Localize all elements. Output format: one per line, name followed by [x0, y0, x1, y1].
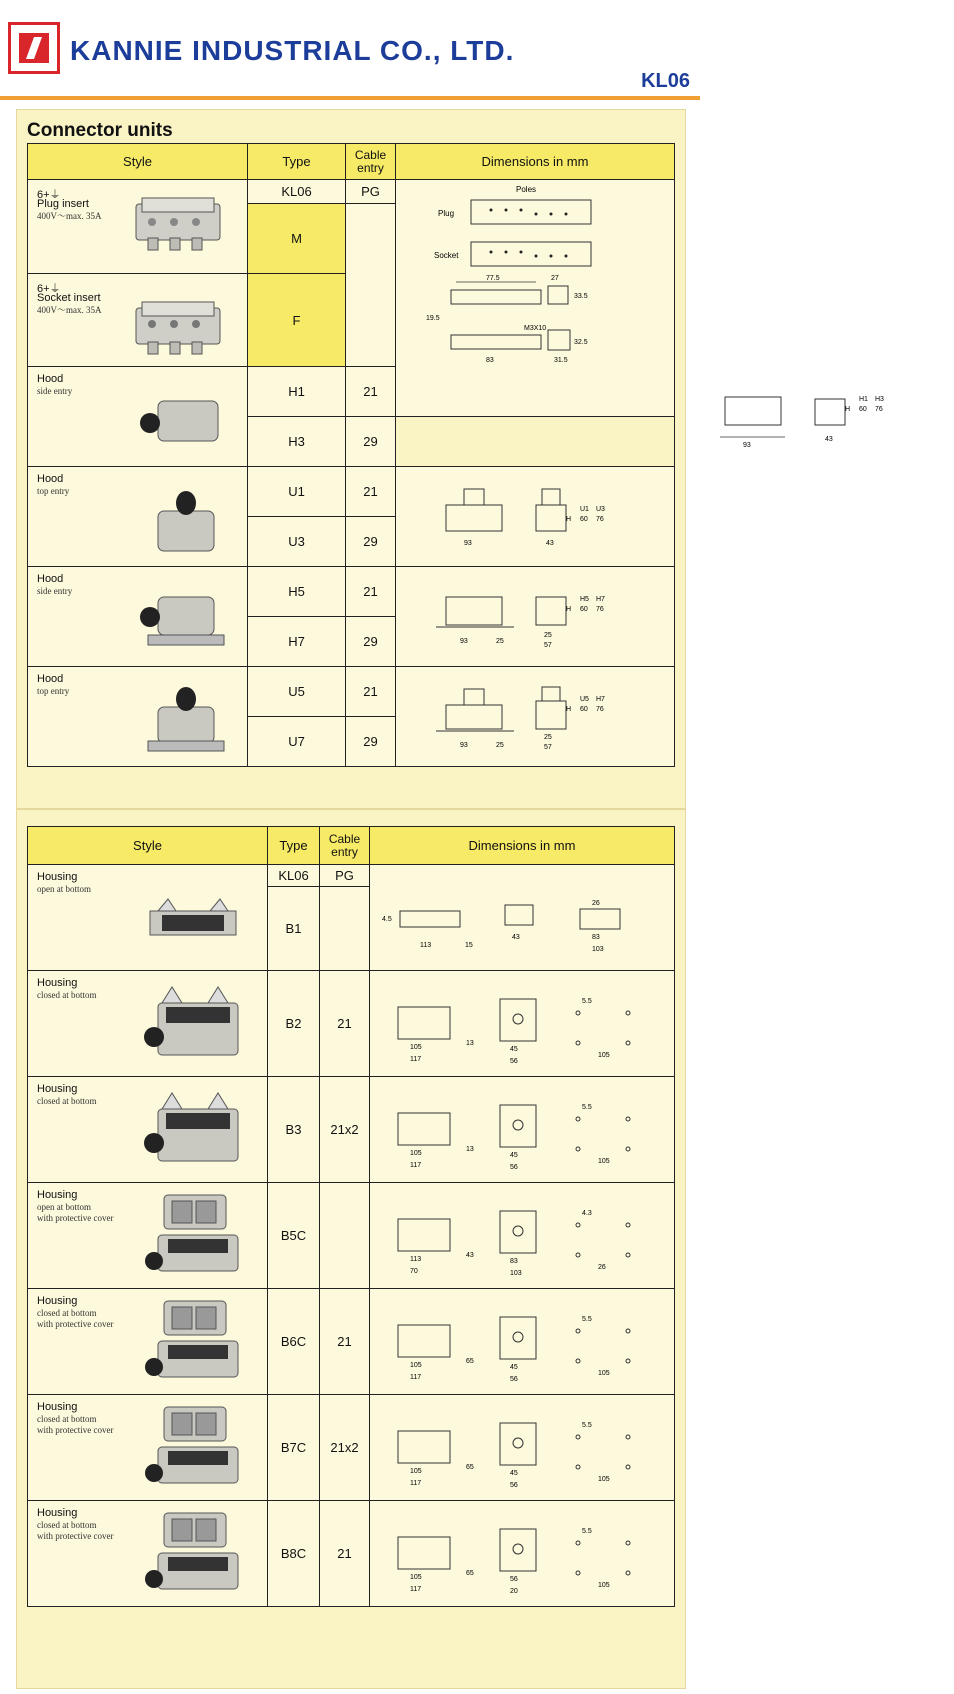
svg-text:H7: H7 [596, 596, 605, 603]
svg-text:56: 56 [510, 1376, 518, 1383]
housing-cable: 21 [320, 1289, 370, 1395]
svg-text:13: 13 [466, 1146, 474, 1153]
hood-4-dimensions [396, 667, 675, 767]
svg-text:26: 26 [598, 1264, 606, 1271]
housing-drawing [370, 1183, 675, 1289]
housing-name: Housing [37, 1189, 78, 1201]
housing-type: B8C [268, 1501, 320, 1607]
header-cable-entry: Cable entry [346, 144, 396, 180]
socket-insert-row [28, 274, 248, 367]
svg-text:113: 113 [420, 942, 432, 949]
svg-text:76: 76 [596, 706, 604, 713]
svg-text:H: H [566, 706, 572, 713]
hood-2-dimensions [396, 467, 675, 567]
svg-text:57: 57 [544, 744, 552, 751]
svg-text:43: 43 [512, 934, 520, 941]
type-plug: M [248, 204, 346, 274]
socket-dim-label: Socket [434, 251, 459, 260]
svg-text:105: 105 [410, 1150, 422, 1157]
svg-text:33.5: 33.5 [574, 293, 588, 300]
housing-desc: closed at bottom [37, 1414, 97, 1424]
housing-cable [320, 1183, 370, 1289]
housing-dimensions [370, 971, 675, 1077]
svg-text:32.5: 32.5 [574, 339, 588, 346]
svg-text:113: 113 [410, 1256, 422, 1263]
svg-text:60: 60 [580, 516, 588, 523]
housing-drawing [370, 971, 675, 1077]
header-dimensions: Dimensions in mm [396, 144, 675, 180]
svg-text:56: 56 [510, 1164, 518, 1171]
housing-style-cell [28, 971, 268, 1077]
svg-text:15: 15 [465, 942, 473, 949]
socket-rating: 400V〜max. 35A [37, 305, 102, 315]
plug-rating: 400V〜max. 35A [37, 211, 102, 221]
housing-desc: with protective cover [37, 1531, 114, 1541]
housing-style-cell [28, 1289, 268, 1395]
plug-label: Plug insert [37, 198, 89, 210]
housing-dimensions [370, 1077, 675, 1183]
entry-cell: PG [320, 865, 370, 887]
cable-b1 [320, 887, 370, 971]
type-u5: U5 [248, 667, 346, 717]
svg-text:25: 25 [496, 742, 504, 749]
housings-table [27, 826, 675, 1607]
housing-row [28, 971, 675, 1077]
housing-row [28, 1395, 675, 1501]
type-u3: U3 [248, 517, 346, 567]
svg-text:H: H [566, 516, 572, 523]
housing-type: B5C [268, 1183, 320, 1289]
svg-text:60: 60 [580, 706, 588, 713]
svg-text:117: 117 [410, 1586, 422, 1593]
svg-text:56: 56 [510, 1576, 518, 1583]
svg-text:117: 117 [410, 1374, 422, 1381]
plug-poles: 6+⏚ [37, 189, 61, 201]
housing-dimensions [370, 1395, 675, 1501]
b1-drawing [370, 865, 675, 971]
svg-text:93: 93 [460, 638, 468, 645]
housing-cable: 21x2 [320, 1077, 370, 1183]
type-b1: B1 [268, 887, 320, 971]
svg-text:4.5: 4.5 [382, 916, 392, 923]
header-type: Type [248, 144, 346, 180]
svg-text:65: 65 [466, 1464, 474, 1471]
housing-row [28, 1183, 675, 1289]
svg-text:5.5: 5.5 [582, 1422, 592, 1429]
housing-desc: closed at bottom [37, 1308, 97, 1318]
svg-text:45: 45 [510, 1364, 518, 1371]
housing-type: B3 [268, 1077, 320, 1183]
svg-text:105: 105 [598, 1582, 610, 1589]
svg-text:76: 76 [596, 606, 604, 613]
insert-cable-empty [346, 204, 396, 367]
hood-name: Hood [37, 673, 64, 685]
header-dimensions: Dimensions in mm [370, 827, 675, 865]
housing-dimensions [370, 1289, 675, 1395]
svg-text:57: 57 [544, 642, 552, 649]
cable-u7: 29 [346, 717, 396, 767]
svg-text:56: 56 [510, 1058, 518, 1065]
svg-text:56: 56 [510, 1482, 518, 1489]
b1-dimensions [370, 865, 675, 971]
housing-style-cell [28, 1395, 268, 1501]
housing-drawing [370, 1501, 675, 1607]
cable-h1: 21 [346, 367, 396, 417]
header-style: Style [28, 144, 248, 180]
housing-name: Housing [37, 977, 78, 989]
svg-text:93: 93 [743, 442, 751, 449]
svg-text:45: 45 [510, 1046, 518, 1053]
svg-text:H1: H1 [859, 396, 868, 403]
cable-h7: 29 [346, 617, 396, 667]
housing-desc: with protective cover [37, 1319, 114, 1329]
svg-text:45: 45 [510, 1152, 518, 1159]
housing-desc: closed at bottom [37, 1096, 97, 1106]
svg-text:117: 117 [410, 1480, 422, 1487]
svg-text:60: 60 [580, 606, 588, 613]
svg-text:5.5: 5.5 [582, 1104, 592, 1111]
svg-text:83: 83 [486, 357, 494, 364]
svg-text:25: 25 [544, 734, 552, 741]
svg-text:65: 65 [466, 1570, 474, 1577]
housing-closed-image [138, 1087, 248, 1177]
svg-text:77.5: 77.5 [486, 275, 500, 282]
header-divider [0, 96, 700, 100]
header-style: Style [28, 827, 268, 865]
svg-text:105: 105 [410, 1468, 422, 1475]
housing-style-cell [28, 1183, 268, 1289]
housing-cover-image [138, 1191, 248, 1286]
housing-cover-image [138, 1509, 248, 1604]
plug-insert-image [128, 194, 228, 254]
housing-desc: open at bottom [37, 1202, 91, 1212]
housing-cable: 21x2 [320, 1395, 370, 1501]
type-socket: F [248, 274, 346, 367]
housing-name: Housing [37, 871, 78, 883]
connector-units-panel [16, 109, 884, 809]
hood-desc: side entry [37, 586, 73, 596]
housing-name: Housing [37, 1295, 78, 1307]
housing-drawing [370, 1077, 675, 1183]
svg-text:26: 26 [592, 900, 600, 907]
housing-desc: with protective cover [37, 1213, 114, 1223]
housing-drawing [370, 1289, 675, 1395]
page-header [0, 0, 700, 98]
svg-text:H: H [845, 406, 851, 413]
hood-side-entry-image [128, 391, 228, 451]
svg-text:76: 76 [875, 406, 883, 413]
type-h1: H1 [248, 367, 346, 417]
header-cable-entry: Cable entry [320, 827, 370, 865]
svg-text:43: 43 [546, 540, 554, 547]
hood-name: Hood [37, 473, 64, 485]
housing-dimensions [370, 1183, 675, 1289]
svg-text:20: 20 [510, 1588, 518, 1595]
svg-text:M3X10: M3X10 [524, 325, 547, 332]
housing-desc: closed at bottom [37, 990, 97, 1000]
housing-desc: with protective cover [37, 1425, 114, 1435]
housing-drawing [370, 1395, 675, 1501]
hood-side-entry-lever-image [128, 587, 228, 657]
hood-name: Hood [37, 573, 64, 585]
svg-text:27: 27 [551, 275, 559, 282]
svg-text:93: 93 [460, 742, 468, 749]
hood-2-drawing [396, 467, 675, 567]
hood-4-drawing [396, 667, 675, 767]
svg-text:103: 103 [510, 1270, 522, 1277]
model-code: KL06 [641, 70, 690, 92]
housing-name: Housing [37, 1507, 78, 1519]
header-type: Type [268, 827, 320, 865]
svg-text:65: 65 [466, 1358, 474, 1365]
hood-3-drawing [396, 567, 675, 667]
insert-drawing [396, 180, 675, 365]
svg-text:60: 60 [859, 406, 867, 413]
svg-text:5.5: 5.5 [582, 998, 592, 1005]
svg-text:25: 25 [496, 638, 504, 645]
svg-text:105: 105 [410, 1044, 422, 1051]
housing-type: B7C [268, 1395, 320, 1501]
svg-text:U3: U3 [596, 506, 605, 513]
svg-text:H5: H5 [580, 596, 589, 603]
housing-desc: open at bottom [37, 884, 91, 894]
housing-type: B6C [268, 1289, 320, 1395]
connector-units-table [27, 143, 884, 767]
housing-row [28, 1501, 675, 1607]
housing-row [28, 1289, 675, 1395]
svg-text:103: 103 [592, 946, 604, 953]
housing-cover-image [138, 1297, 248, 1392]
svg-text:105: 105 [598, 1158, 610, 1165]
hood-row-4 [28, 667, 248, 767]
svg-text:105: 105 [410, 1362, 422, 1369]
housing-type: B2 [268, 971, 320, 1077]
housings-panel [16, 809, 686, 1689]
hood-row-2 [28, 467, 248, 567]
svg-text:25: 25 [544, 632, 552, 639]
hood-name: Hood [37, 373, 64, 385]
series-cell: KL06 [248, 180, 346, 204]
svg-text:117: 117 [410, 1056, 422, 1063]
housing-cable: 21 [320, 971, 370, 1077]
plug-insert-row [28, 180, 248, 274]
socket-poles: 6+⏚ [37, 283, 61, 295]
svg-text:83: 83 [510, 1258, 518, 1265]
cable-u1: 21 [346, 467, 396, 517]
poles-label: Poles [516, 185, 537, 194]
hood-desc: side entry [37, 386, 73, 396]
plug-dim-label: Plug [438, 209, 455, 218]
type-h7: H7 [248, 617, 346, 667]
section-title: Connector units [27, 120, 173, 141]
type-u7: U7 [248, 717, 346, 767]
svg-text:105: 105 [598, 1052, 610, 1059]
svg-text:105: 105 [598, 1370, 610, 1377]
hood-top-entry-lever-image [128, 681, 228, 761]
type-h3: H3 [248, 417, 346, 467]
housing-style-cell [28, 1501, 268, 1607]
housing-style-cell [28, 1077, 268, 1183]
svg-text:105: 105 [410, 1574, 422, 1581]
svg-text:19.5: 19.5 [426, 315, 440, 322]
svg-text:43: 43 [825, 436, 833, 443]
series-cell: KL06 [268, 865, 320, 887]
hood-top-entry-image [128, 487, 228, 557]
socket-label: Socket insert [37, 292, 101, 304]
hood-desc: top entry [37, 686, 70, 696]
housing-desc: closed at bottom [37, 1520, 97, 1530]
housing-name: Housing [37, 1401, 78, 1413]
svg-text:93: 93 [464, 540, 472, 547]
housing-cable: 21 [320, 1501, 370, 1607]
housing-row-b1 [28, 865, 268, 971]
svg-text:5.5: 5.5 [582, 1528, 592, 1535]
svg-text:105: 105 [598, 1476, 610, 1483]
svg-text:43: 43 [466, 1252, 474, 1259]
svg-text:U5: U5 [580, 696, 589, 703]
hood-1-drawing [675, 367, 954, 467]
insert-dimensions [396, 180, 675, 417]
housing-open-image [138, 895, 248, 955]
svg-text:H: H [566, 606, 572, 613]
socket-insert-image [128, 298, 228, 358]
company-logo [8, 22, 60, 74]
housing-row [28, 1077, 675, 1183]
hood-row-1 [28, 367, 248, 467]
svg-text:70: 70 [410, 1268, 418, 1275]
svg-text:83: 83 [592, 934, 600, 941]
hood-row-3 [28, 567, 248, 667]
hood-desc: top entry [37, 486, 70, 496]
svg-text:5.5: 5.5 [582, 1316, 592, 1323]
svg-text:117: 117 [410, 1162, 422, 1169]
cable-h3: 29 [346, 417, 396, 467]
svg-text:76: 76 [596, 516, 604, 523]
svg-text:H3: H3 [875, 396, 884, 403]
hood-3-dimensions [396, 567, 675, 667]
svg-text:H7: H7 [596, 696, 605, 703]
type-u1: U1 [248, 467, 346, 517]
cable-u3: 29 [346, 517, 396, 567]
housing-closed-image [138, 981, 248, 1071]
entry-cell: PG [346, 180, 396, 204]
cable-h5: 21 [346, 567, 396, 617]
housing-dimensions [370, 1501, 675, 1607]
svg-text:31.5: 31.5 [554, 357, 568, 364]
type-h5: H5 [248, 567, 346, 617]
svg-text:13: 13 [466, 1040, 474, 1047]
svg-text:4.3: 4.3 [582, 1210, 592, 1217]
housing-name: Housing [37, 1083, 78, 1095]
company-name: KANNIE INDUSTRIAL CO., LTD. [70, 35, 515, 66]
cable-u5: 21 [346, 667, 396, 717]
svg-text:45: 45 [510, 1470, 518, 1477]
housing-cover-image [138, 1403, 248, 1498]
svg-text:U1: U1 [580, 506, 589, 513]
